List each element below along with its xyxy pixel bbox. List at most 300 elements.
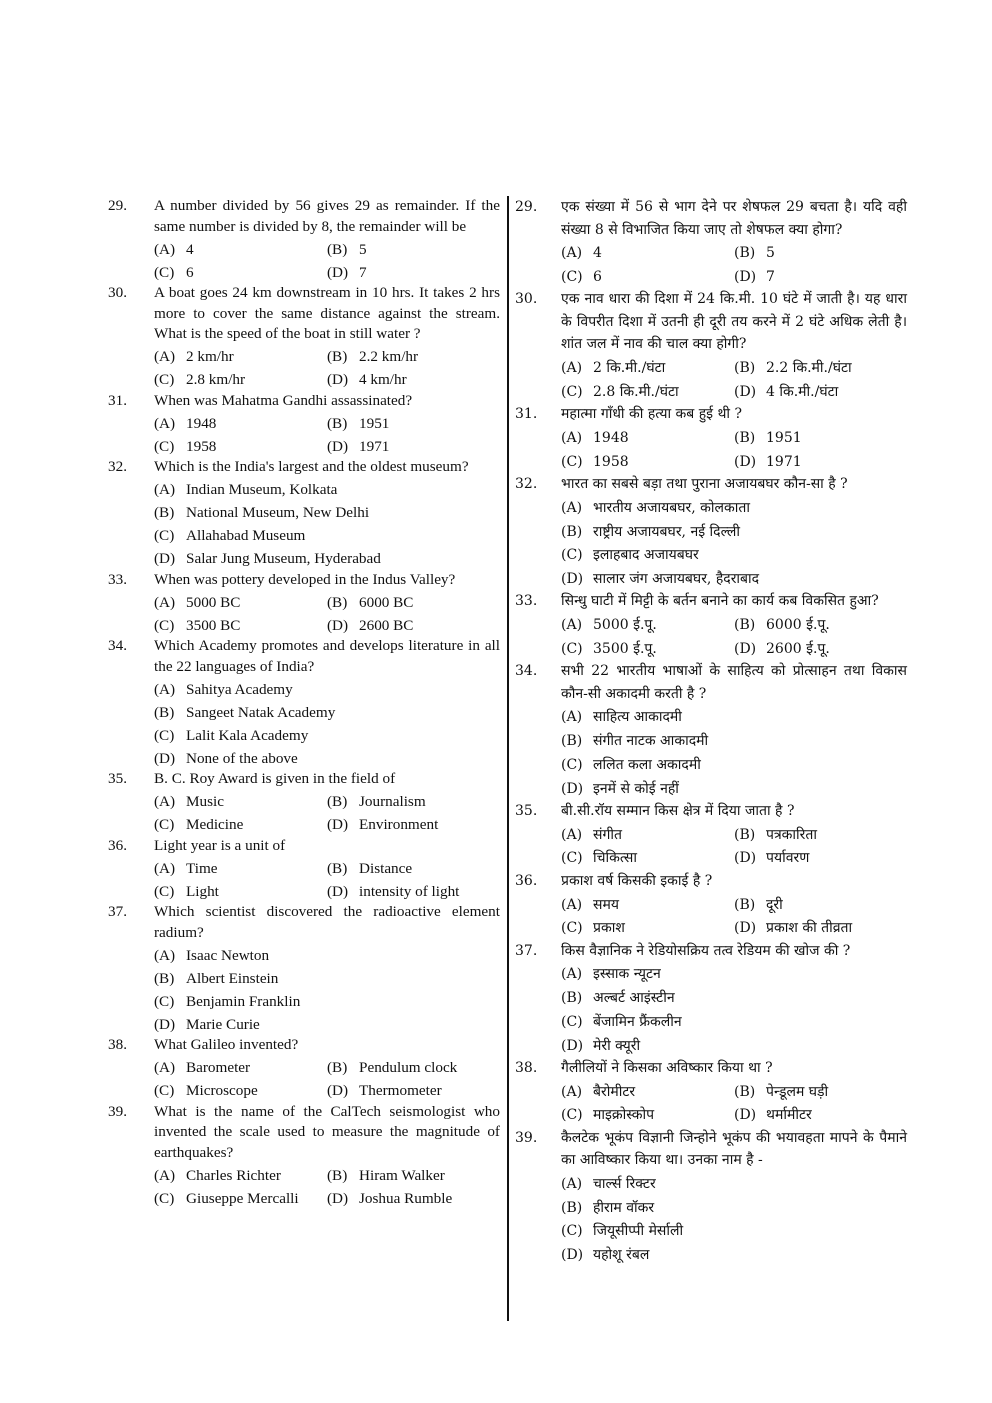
options-list bbox=[154, 237, 500, 283]
option-letter: (D) bbox=[327, 263, 349, 281]
question-text: कैलटेक भूकंप विज्ञानी जिन्होने भूकंप की भयावहता मापने के पैमाने का आविष्कार किया था। उनका नाम है - bbox=[561, 1129, 907, 1169]
option-text: 2.8 कि.मी./घंटा bbox=[593, 383, 679, 400]
option-letter: (D) bbox=[734, 453, 757, 470]
options-list bbox=[154, 943, 500, 1035]
option-text: Hiram Walker bbox=[359, 1166, 445, 1184]
option-text: Time bbox=[186, 859, 218, 877]
question-english bbox=[108, 769, 500, 836]
question-number: 36. bbox=[515, 872, 538, 889]
option-letter: (A) bbox=[561, 1176, 583, 1193]
option-text: 5 bbox=[359, 240, 367, 258]
option bbox=[154, 815, 327, 836]
option bbox=[561, 497, 907, 520]
option bbox=[327, 815, 500, 836]
question-hindi bbox=[515, 1057, 907, 1127]
option bbox=[154, 616, 327, 637]
options-list bbox=[154, 677, 500, 769]
option bbox=[154, 859, 327, 880]
options-list bbox=[561, 356, 907, 403]
option-text: 4 bbox=[593, 245, 602, 262]
option bbox=[154, 549, 500, 570]
option-letter: (C) bbox=[154, 816, 175, 833]
option bbox=[734, 451, 907, 474]
option-text: Sahitya Academy bbox=[186, 680, 293, 698]
option-letter: (B) bbox=[154, 504, 175, 521]
option-text: Indian Museum, Kolkata bbox=[186, 481, 338, 498]
options-list bbox=[561, 496, 907, 591]
option-letter: (B) bbox=[327, 1059, 348, 1076]
option-letter: (D) bbox=[561, 1037, 584, 1054]
option bbox=[561, 1173, 907, 1196]
option-text: 1971 bbox=[359, 437, 390, 455]
option-letter: (D) bbox=[154, 1015, 176, 1033]
option bbox=[154, 370, 327, 391]
question-hindi bbox=[515, 196, 907, 288]
option-text: 5000 BC bbox=[186, 593, 241, 611]
option bbox=[154, 1189, 327, 1210]
option-letter: (C) bbox=[561, 383, 583, 400]
option-letter: (A) bbox=[154, 481, 176, 498]
option-letter: (A) bbox=[154, 680, 176, 698]
option-text: ललित कला अकादमी bbox=[593, 756, 701, 773]
option bbox=[561, 1244, 907, 1267]
option-text: 6000 BC bbox=[359, 593, 414, 611]
question-hindi bbox=[515, 288, 907, 403]
option-letter: (C) bbox=[561, 640, 583, 657]
english-column bbox=[108, 196, 500, 1209]
question-text: Which is the India's largest and the oldest museum? bbox=[154, 458, 469, 475]
option-letter: (C) bbox=[561, 453, 583, 470]
option-letter: (D) bbox=[734, 920, 757, 937]
option-text: 4 कि.मी./घंटा bbox=[766, 383, 839, 400]
option-text: None of the above bbox=[186, 749, 298, 767]
option-text: मेरी क्यूरी bbox=[593, 1037, 641, 1054]
option-text: 1951 bbox=[766, 429, 802, 446]
option bbox=[561, 242, 734, 265]
option-letter: (A) bbox=[561, 499, 583, 516]
option-text: माइक्रोस्कोप bbox=[593, 1107, 655, 1124]
question-english bbox=[108, 836, 500, 903]
option-letter: (D) bbox=[327, 816, 349, 833]
option bbox=[154, 593, 327, 614]
option-text: Giuseppe Mercalli bbox=[186, 1189, 299, 1207]
option-text: प्रकाश bbox=[593, 920, 625, 937]
options-list bbox=[154, 1056, 500, 1102]
option-text: इस्साक न्यूटन bbox=[593, 966, 661, 983]
column-divider bbox=[507, 196, 509, 1321]
option-letter: (C) bbox=[154, 1082, 175, 1099]
option-letter: (C) bbox=[561, 1107, 583, 1124]
option-letter: (C) bbox=[154, 992, 175, 1010]
option-letter: (C) bbox=[561, 756, 583, 773]
option-letter: (D) bbox=[154, 749, 176, 767]
option-letter: (A) bbox=[154, 859, 176, 877]
question-number: 34. bbox=[515, 663, 538, 680]
option-text: Light bbox=[186, 882, 219, 900]
option bbox=[327, 882, 500, 903]
option bbox=[561, 1104, 734, 1127]
options-list bbox=[154, 590, 500, 636]
question-number: 39. bbox=[515, 1129, 538, 1146]
options-list bbox=[561, 1080, 907, 1127]
option-text: National Museum, New Delhi bbox=[186, 504, 370, 521]
option-letter: (C) bbox=[154, 1189, 175, 1207]
option-text: 2600 BC bbox=[359, 616, 414, 634]
options-list bbox=[561, 613, 907, 660]
question-number: 37. bbox=[515, 942, 538, 959]
question-hindi bbox=[515, 403, 907, 473]
option bbox=[327, 347, 500, 368]
option-text: अल्बर्ट आइंस्टीन bbox=[593, 990, 675, 1007]
option bbox=[561, 357, 734, 380]
question-text: सिन्धु घाटी में मिट्टी के बर्तन बनाने का कार्य कब विकसित हुआ? bbox=[561, 593, 879, 610]
question-number: 36. bbox=[108, 836, 127, 854]
options-list bbox=[561, 823, 907, 870]
option bbox=[561, 451, 734, 474]
question-number: 35. bbox=[108, 770, 127, 787]
option-letter: (D) bbox=[734, 850, 757, 867]
question-text: भारत का सबसे बड़ा तथा पुराना अजायबघर कौन-सा है ? bbox=[561, 476, 848, 493]
option bbox=[154, 992, 500, 1013]
question-number: 30. bbox=[515, 291, 538, 308]
option bbox=[734, 614, 907, 637]
question-text: A number divided by 56 gives 29 as remainder. If the same number is divided by 8, the remainder will be bbox=[154, 197, 500, 235]
option bbox=[734, 1104, 907, 1127]
option-text: 1948 bbox=[186, 414, 217, 432]
options-list bbox=[561, 892, 907, 939]
question-text: गैलीलियों ने किसका अविष्कार किया था ? bbox=[561, 1060, 773, 1076]
option-text: 2.2 km/hr bbox=[359, 348, 419, 365]
options-list bbox=[561, 962, 907, 1057]
option-text: Environment bbox=[359, 816, 439, 833]
question-hindi bbox=[515, 660, 907, 800]
option bbox=[327, 437, 500, 458]
option-text: यहोशू रंबल bbox=[593, 1247, 650, 1264]
question-hindi bbox=[515, 473, 907, 590]
option-text: 2.8 km/hr bbox=[186, 371, 246, 388]
option bbox=[561, 754, 907, 777]
question-text: B. C. Roy Award is given in the field of bbox=[154, 770, 396, 787]
question-english bbox=[108, 1102, 500, 1210]
option bbox=[327, 370, 500, 391]
option-text: प्रकाश की तीव्रता bbox=[766, 920, 853, 937]
option-text: 1958 bbox=[186, 437, 217, 455]
option-text: जियूसीप्पी मेर्साली bbox=[593, 1223, 684, 1240]
question-text: महात्मा गाँधी की हत्या कब हुई थी ? bbox=[561, 406, 743, 423]
question-english bbox=[108, 570, 500, 637]
question-hindi bbox=[515, 800, 907, 870]
option-letter: (A) bbox=[561, 245, 583, 262]
option-letter: (B) bbox=[327, 414, 348, 432]
option-letter: (A) bbox=[154, 414, 176, 432]
option-letter: (C) bbox=[154, 437, 175, 455]
question-text: Light year is a unit of bbox=[154, 836, 286, 854]
question-number: 32. bbox=[108, 458, 127, 475]
option-letter: (D) bbox=[327, 1189, 349, 1207]
options-list bbox=[154, 856, 500, 902]
option-text: Benjamin Franklin bbox=[186, 992, 301, 1010]
option bbox=[561, 568, 907, 591]
option-letter: (A) bbox=[561, 709, 583, 726]
option-letter: (A) bbox=[154, 1059, 176, 1076]
question-number: 32. bbox=[515, 476, 538, 493]
question-text: एक संख्या में 56 से भाग देने पर शेषफल 29 बचता है। यदि वही संख्या 8 से विभाजित किया जाए तो शेषफल क्या होगा? bbox=[561, 199, 907, 238]
question-english bbox=[108, 457, 500, 570]
question-number: 37. bbox=[108, 903, 127, 920]
option-letter: (B) bbox=[734, 245, 756, 262]
option bbox=[154, 792, 327, 813]
option bbox=[154, 1058, 327, 1079]
option-letter: (B) bbox=[561, 733, 583, 750]
option-text: समय bbox=[593, 896, 619, 913]
option bbox=[561, 730, 907, 753]
option bbox=[561, 1011, 907, 1034]
options-list bbox=[154, 790, 500, 836]
option bbox=[561, 521, 907, 544]
question-number: 38. bbox=[515, 1060, 538, 1076]
option bbox=[561, 1197, 907, 1220]
option-letter: (B) bbox=[154, 703, 175, 721]
option-letter: (B) bbox=[561, 990, 583, 1007]
option bbox=[327, 1058, 500, 1079]
option bbox=[734, 638, 907, 661]
option-text: दूरी bbox=[766, 896, 783, 913]
option-letter: (C) bbox=[154, 616, 175, 634]
option-letter: (B) bbox=[561, 1199, 583, 1216]
option bbox=[561, 847, 734, 870]
option-letter: (A) bbox=[154, 240, 176, 258]
option-text: Thermometer bbox=[359, 1082, 442, 1099]
option bbox=[327, 792, 500, 813]
option-text: पेन्डूलम घड़ी bbox=[766, 1083, 829, 1100]
option bbox=[154, 946, 500, 967]
option bbox=[154, 480, 500, 501]
option-text: Microscope bbox=[186, 1082, 258, 1099]
option-text: Barometer bbox=[186, 1059, 251, 1076]
option-text: 2600 ई.पू. bbox=[766, 640, 830, 657]
option bbox=[561, 614, 734, 637]
option-letter: (C) bbox=[561, 920, 583, 937]
option-text: Allahabad Museum bbox=[186, 527, 306, 544]
option-text: 6 bbox=[593, 268, 602, 285]
option-letter: (A) bbox=[561, 617, 583, 634]
option bbox=[561, 1220, 907, 1243]
option-text: सालार जंग अजायबघर, हैदराबाद bbox=[593, 570, 760, 587]
option bbox=[561, 544, 907, 567]
option-letter: (A) bbox=[561, 360, 583, 377]
option-letter: (A) bbox=[561, 966, 583, 983]
option bbox=[561, 638, 734, 661]
option-letter: (B) bbox=[734, 617, 756, 634]
option bbox=[561, 1035, 907, 1058]
question-text: बी.सी.रॉय सम्मान किस क्षेत्र में दिया जाता है ? bbox=[561, 803, 795, 819]
option bbox=[734, 357, 907, 380]
option-text: Charles Richter bbox=[186, 1166, 281, 1184]
option-letter: (B) bbox=[327, 859, 348, 877]
options-list bbox=[561, 705, 907, 800]
option-letter: (D) bbox=[734, 1107, 757, 1124]
option bbox=[561, 894, 734, 917]
question-number: 30. bbox=[108, 284, 127, 301]
option-text: चिकित्सा bbox=[593, 850, 637, 867]
question-text: किस वैज्ञानिक ने रेडियोसक्रिय तत्व रेडियम की खोज की ? bbox=[561, 942, 851, 959]
question-text: Which scientist discovered the radioactive element radium? bbox=[154, 903, 500, 941]
option bbox=[561, 987, 907, 1010]
option-text: 4 km/hr bbox=[359, 371, 407, 388]
question-number: 34. bbox=[108, 637, 127, 654]
option bbox=[734, 381, 907, 404]
question-number: 35. bbox=[515, 803, 538, 819]
option bbox=[327, 1189, 500, 1210]
option bbox=[154, 437, 327, 458]
option-letter: (A) bbox=[561, 826, 583, 843]
options-list bbox=[154, 345, 500, 391]
option bbox=[327, 859, 500, 880]
option bbox=[734, 242, 907, 265]
option bbox=[561, 1081, 734, 1104]
option bbox=[154, 414, 327, 435]
option-letter: (D) bbox=[154, 550, 176, 567]
option-text: 2 km/hr bbox=[186, 348, 234, 365]
question-text: A boat goes 24 km downstream in 10 hrs. It takes 2 hrs more to cover the same distance against the stream. What is the speed of the boat in still water ? bbox=[154, 284, 500, 342]
option-letter: (D) bbox=[734, 268, 757, 285]
question-text: What Galileo invented? bbox=[154, 1036, 299, 1053]
option bbox=[734, 824, 907, 847]
question-english bbox=[108, 902, 500, 1035]
option-letter: (C) bbox=[154, 882, 175, 900]
option-text: हीराम वॉकर bbox=[593, 1199, 655, 1216]
option-letter: (B) bbox=[561, 523, 583, 540]
option-letter: (C) bbox=[561, 547, 583, 564]
question-english bbox=[108, 636, 500, 769]
option bbox=[154, 882, 327, 903]
option bbox=[154, 969, 500, 990]
option-text: Medicine bbox=[186, 816, 244, 833]
option bbox=[154, 680, 500, 701]
question-english bbox=[108, 391, 500, 458]
option-text: साहित्य आकादमी bbox=[593, 709, 682, 726]
option bbox=[327, 414, 500, 435]
option bbox=[734, 894, 907, 917]
question-number: 38. bbox=[108, 1036, 127, 1053]
option-letter: (A) bbox=[154, 793, 176, 810]
option-text: 4 bbox=[186, 240, 194, 258]
option-letter: (B) bbox=[327, 1166, 348, 1184]
option bbox=[561, 824, 734, 847]
option-letter: (C) bbox=[154, 726, 175, 744]
options-list bbox=[561, 241, 907, 288]
option bbox=[327, 240, 500, 261]
option bbox=[154, 1081, 327, 1102]
option bbox=[734, 1081, 907, 1104]
option-letter: (C) bbox=[154, 527, 175, 544]
option-text: चार्ल्स रिक्टर bbox=[593, 1176, 656, 1193]
question-number: 31. bbox=[515, 406, 538, 423]
option-letter: (D) bbox=[327, 616, 349, 634]
option-text: 1951 bbox=[359, 414, 390, 432]
option-text: 2 कि.मी./घंटा bbox=[593, 360, 666, 377]
option-text: भारतीय अजायबघर, कोलकाता bbox=[593, 499, 750, 516]
option bbox=[734, 847, 907, 870]
option-letter: (D) bbox=[561, 570, 584, 587]
option-text: 7 bbox=[359, 263, 367, 281]
option-text: इनमें से कोई नहीं bbox=[593, 780, 679, 797]
option-text: Lalit Kala Academy bbox=[186, 726, 309, 744]
option-text: 7 bbox=[766, 268, 775, 285]
option bbox=[154, 347, 327, 368]
option bbox=[561, 706, 907, 729]
options-list bbox=[561, 426, 907, 473]
question-hindi bbox=[515, 1127, 907, 1267]
option-letter: (B) bbox=[734, 896, 756, 913]
option bbox=[561, 266, 734, 289]
option-letter: (A) bbox=[154, 593, 176, 611]
question-number: 39. bbox=[108, 1102, 127, 1120]
option-letter: (D) bbox=[327, 1082, 349, 1099]
option-letter: (D) bbox=[327, 371, 349, 388]
option-text: संगीत bbox=[593, 826, 622, 843]
question-english bbox=[108, 1035, 500, 1102]
question-hindi bbox=[515, 590, 907, 660]
option-text: 6 bbox=[186, 263, 194, 281]
question-number: 29. bbox=[515, 199, 538, 215]
option bbox=[561, 917, 734, 940]
option-letter: (C) bbox=[561, 1223, 583, 1240]
option-letter: (D) bbox=[561, 780, 584, 797]
option-text: 5000 ई.पू. bbox=[593, 617, 657, 634]
option-text: Marie Curie bbox=[186, 1015, 260, 1033]
option bbox=[154, 526, 500, 547]
option bbox=[561, 427, 734, 450]
option bbox=[561, 381, 734, 404]
question-number: 29. bbox=[108, 197, 127, 214]
hindi-column bbox=[515, 196, 907, 1267]
option-text: intensity of light bbox=[359, 882, 460, 900]
option-letter: (A) bbox=[154, 348, 176, 365]
option bbox=[154, 263, 327, 284]
option-letter: (D) bbox=[327, 882, 349, 900]
option bbox=[154, 240, 327, 261]
option bbox=[327, 1081, 500, 1102]
option-text: Joshua Rumble bbox=[359, 1189, 453, 1207]
option-text: 2.2 कि.मी./घंटा bbox=[766, 360, 852, 377]
question-text: When was Mahatma Gandhi assassinated? bbox=[154, 391, 413, 409]
option-text: इलाहबाद अजायबघर bbox=[593, 547, 699, 564]
question-text: प्रकाश वर्ष किसकी इकाई है ? bbox=[561, 872, 713, 889]
option-letter: (C) bbox=[561, 268, 583, 285]
option bbox=[734, 427, 907, 450]
option bbox=[327, 593, 500, 614]
question-text: एक नाव धारा की दिशा में 24 कि.मी. 10 घंटे में जाती है। यह धारा के विपरीत दिशा में उतनी ही दूरी तय करने में 2 घंटे अधिक लेती है। शांत जल में नाव की चाल क्या होगी? bbox=[561, 291, 907, 353]
option-text: Salar Jung Museum, Hyderabad bbox=[186, 550, 381, 567]
option-text: Pendulum clock bbox=[359, 1059, 458, 1076]
options-list bbox=[154, 478, 500, 570]
question-number: 33. bbox=[515, 593, 538, 610]
option-letter: (B) bbox=[734, 826, 756, 843]
option-text: Sangeet Natak Academy bbox=[186, 703, 336, 721]
option bbox=[154, 1015, 500, 1036]
options-list bbox=[561, 1172, 907, 1267]
option-letter: (B) bbox=[734, 360, 756, 377]
option-letter: (C) bbox=[561, 1013, 583, 1030]
option bbox=[154, 703, 500, 724]
option bbox=[154, 1166, 327, 1187]
option-letter: (C) bbox=[561, 850, 583, 867]
option-letter: (D) bbox=[327, 437, 349, 455]
question-number: 33. bbox=[108, 570, 127, 588]
option-text: 1948 bbox=[593, 429, 629, 446]
question-text: Which Academy promotes and develops literature in all the 22 languages of India? bbox=[154, 637, 500, 675]
